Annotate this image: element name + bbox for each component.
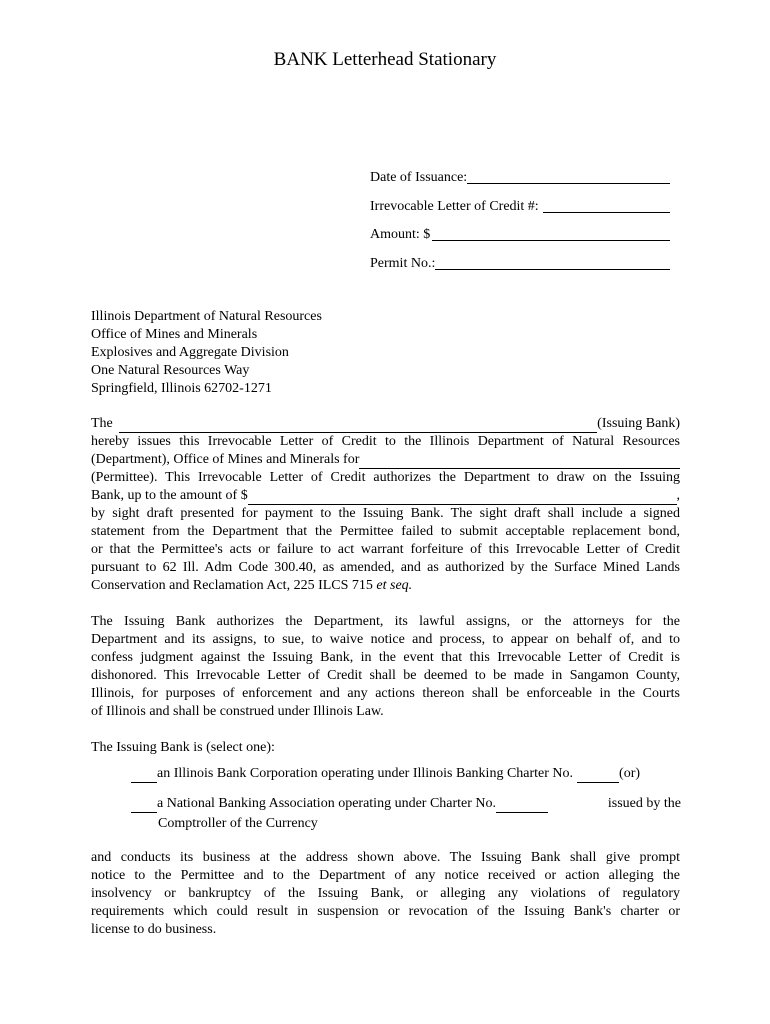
amount-row — [370, 226, 670, 255]
option-line — [131, 795, 681, 813]
permit-number-label: Permit No.: — [370, 255, 436, 271]
date-of-issuance-field[interactable] — [467, 169, 670, 184]
issuing-bank-line — [91, 415, 680, 433]
option-illinois-bank-checkbox[interactable] — [131, 769, 157, 783]
permittee-field[interactable] — [359, 455, 680, 469]
option-line — [131, 765, 681, 783]
text-fragment: (Issuing Bank) — [597, 416, 680, 431]
text-fragment: Conservation and Reclamation Act, 225 ILCS 715 — [91, 578, 377, 593]
text-fragment: (Department), Office of Mines and Minerals for — [91, 452, 360, 467]
text-line: hereby issues this Irrevocable Letter of Credit to the Illinois Department of Natural Resources — [91, 434, 680, 449]
text-line: Illinois, for purposes of enforcement and any actions thereon shall be enforceable in the Courts — [91, 686, 680, 701]
text-fragment-italic: et seq. — [376, 578, 413, 593]
text-line: The Issuing Bank is (select one): — [91, 740, 275, 755]
text-line: by sight draft presented for payment to the Issuing Bank. The sight draft shall include a signed — [91, 506, 680, 521]
address-line: Explosives and Aggregate Division — [91, 345, 289, 360]
letter-of-credit-paragraph — [91, 415, 680, 595]
text-line: dishonored. This Irrevocable Letter of Credit shall be deemed to be made in Sangamon County, — [91, 668, 680, 683]
issuance-fields — [370, 169, 670, 283]
text-line: statement from the Department that the Permittee failed to submit acceptable replacement bond, — [91, 524, 680, 539]
business-conduct-paragraph — [91, 849, 680, 939]
text-line: (Permittee). This Irrevocable Letter of Credit authorizes the Department to draw on the Issuing — [91, 470, 680, 485]
national-charter-number-field[interactable] — [496, 799, 548, 813]
text-line: and conducts its business at the address shown above. The Issuing Bank shall give prompt — [91, 850, 680, 865]
letter-of-credit-number-label: Irrevocable Letter of Credit #: — [370, 198, 539, 214]
select-one-intro — [91, 739, 680, 757]
amount-line — [91, 487, 680, 505]
text-line — [91, 577, 680, 595]
option-illinois-bank — [131, 765, 681, 783]
text-line: confess judgment against the Issuing Bank, in the event that this Irrevocable Letter of Credit is — [91, 650, 680, 665]
text-line: Department and its assigns, to sue, to waive notice and process, to appear on behalf of, and to — [91, 632, 680, 647]
draw-amount-field[interactable] — [248, 491, 677, 505]
option-national-bank-label: a National Banking Association operating under Charter No. — [157, 796, 497, 811]
text-line: requirements which could result in suspension or revocation of the Issuing Bank's charter or — [91, 904, 680, 919]
text-line: insolvency or bankruptcy of the Issuing Bank, or alleging any violations of regulatory — [91, 886, 680, 901]
address-line: Springfield, Illinois 62702-1271 — [91, 381, 272, 396]
permit-number-field[interactable] — [435, 255, 670, 270]
date-of-issuance-label: Date of Issuance: — [370, 170, 468, 185]
date-of-issuance-row — [370, 169, 670, 198]
text-line: The Issuing Bank authorizes the Department, its lawful assigns, or the attorneys for the — [91, 614, 680, 629]
illinois-charter-number-field[interactable] — [577, 769, 619, 783]
letter-of-credit-number-field[interactable] — [543, 198, 670, 213]
page-title: BANK Letterhead Stationary — [273, 49, 497, 70]
address-line: Office of Mines and Minerals — [91, 327, 258, 342]
option-national-bank-checkbox[interactable] — [131, 799, 157, 813]
permittee-line — [91, 451, 680, 469]
recipient-address — [91, 308, 491, 398]
text-fragment: The — [91, 416, 113, 431]
text-line: notice to the Permittee and to the Department of any notice received or action alleging the — [91, 868, 680, 883]
issuing-bank-field[interactable] — [119, 419, 597, 433]
text-fragment: , — [676, 488, 680, 503]
text-line: or that the Permittee's acts or failure to act warrant forfeiture of this Irrevocable Letter of Credit — [91, 542, 680, 557]
amount-label: Amount: $ — [370, 227, 431, 242]
text-line: of Illinois and shall be construed under Illinois Law. — [91, 704, 384, 719]
permit-number-row — [370, 255, 670, 284]
option-national-bank-line2: Comptroller of the Currency — [158, 816, 318, 831]
address-line: One Natural Resources Way — [91, 363, 250, 378]
text-line: pursuant to 62 Ill. Adm Code 300.40, as amended, and as authorized by the Surface Mined Lands — [91, 560, 680, 575]
text-line: license to do business. — [91, 922, 217, 937]
address-line: Illinois Department of Natural Resources — [91, 309, 322, 324]
amount-field[interactable] — [432, 226, 670, 241]
option-national-bank-suffix: issued by the — [607, 796, 681, 811]
option-illinois-bank-label: an Illinois Bank Corporation operating under Illinois Banking Charter No. — [157, 766, 574, 781]
option-illinois-bank-suffix: (or) — [619, 766, 641, 781]
letter-of-credit-number-row — [370, 198, 670, 227]
text-fragment: Bank, up to the amount of $ — [91, 488, 248, 503]
option-national-bank — [131, 795, 681, 833]
authorization-paragraph — [91, 613, 680, 721]
